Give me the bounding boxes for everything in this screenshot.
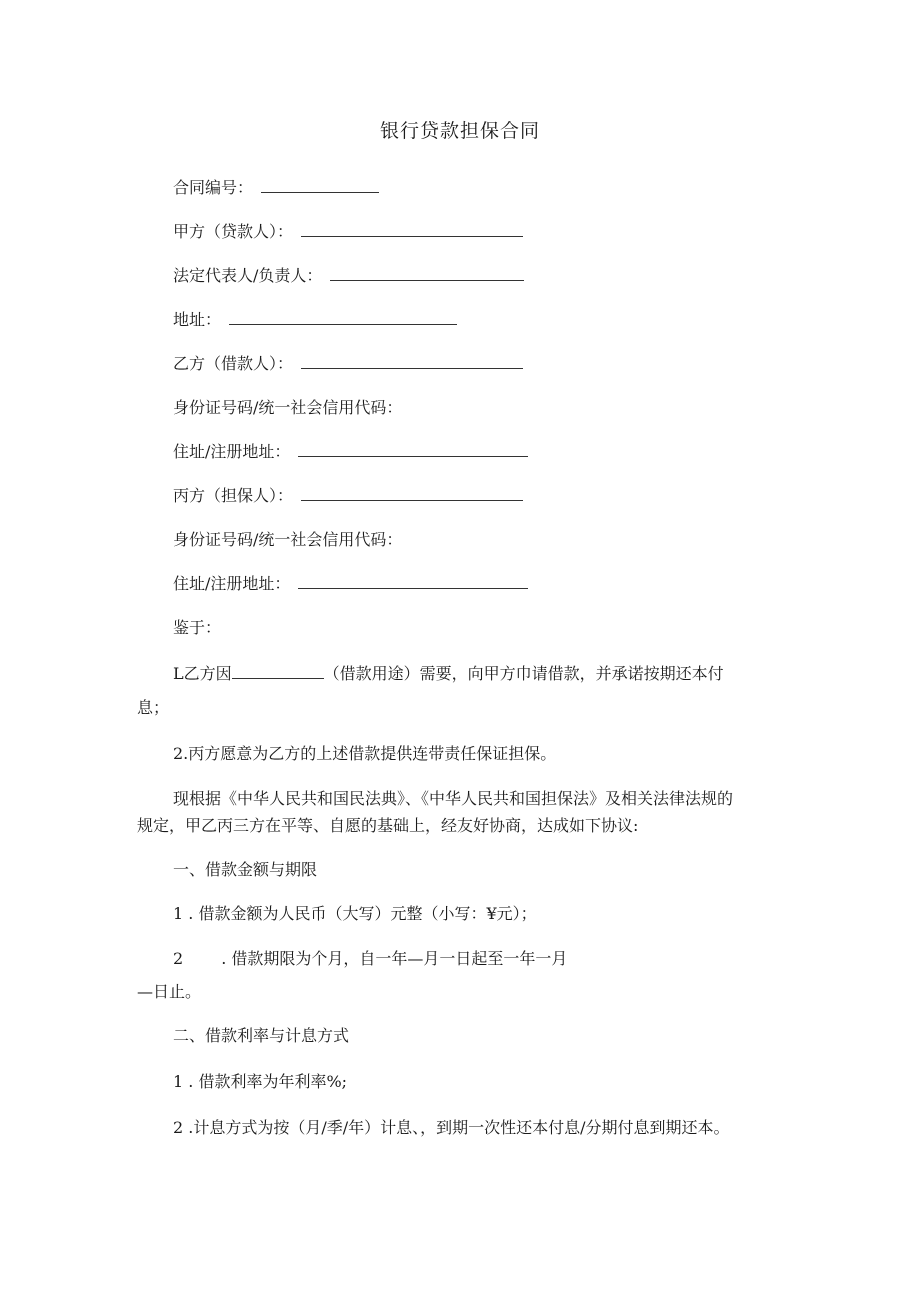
party-b-blank[interactable] — [301, 354, 523, 369]
party-c-address-label: 住址/注册地址： — [173, 574, 291, 593]
party-c-id-field — [173, 530, 402, 550]
whereas-label: 鉴于： — [173, 618, 222, 637]
party-c-blank[interactable] — [301, 486, 523, 501]
contract-number-blank[interactable] — [261, 178, 379, 193]
legal-rep-field — [173, 266, 524, 286]
contract-number-field — [173, 178, 379, 198]
whereas-item-1-continued: 息； — [137, 698, 170, 717]
party-c-address-blank[interactable] — [298, 574, 528, 589]
contract-number-label: 合同编号： — [173, 178, 254, 197]
legal-rep-blank[interactable] — [330, 266, 524, 281]
whereas-item-1 — [173, 664, 724, 684]
address-label: 地址： — [173, 310, 222, 329]
section-1-item-2-text: . 借款期限为个月，自一年—月一日起至一年一月 — [221, 949, 568, 968]
party-a-field — [173, 222, 523, 242]
party-b-label: 乙方（借款人）： — [173, 354, 294, 373]
party-b-field — [173, 354, 523, 374]
intro-line-2: 规定，甲乙丙三方在平等、自愿的基础上，经友好协商，达成如下协议: — [137, 816, 639, 835]
party-b-address-blank[interactable] — [298, 442, 528, 457]
party-b-id-label: 身份证号码/统一社会信用代码： — [173, 398, 403, 417]
section-2-heading: 二、借款利率与计息方式 — [173, 1026, 350, 1045]
loan-purpose-blank[interactable] — [232, 664, 324, 679]
party-c-label: 丙方（担保人）： — [173, 486, 294, 505]
party-c-address-field — [173, 574, 528, 594]
section-1-item-2-continued: —日止。 — [137, 982, 202, 1001]
party-b-id-field — [173, 398, 402, 418]
section-2-item-1: 1 . 借款利率为年利率%; — [173, 1072, 348, 1091]
party-c-id-label: 身份证号码/统一社会信用代码： — [173, 530, 403, 549]
party-a-label: 甲方（贷款人）： — [173, 222, 294, 241]
whereas-item-1-prefix: L乙方因 — [173, 664, 232, 683]
intro-line-1: 现根据《中华人民共和国民法典》、《中华人民共和国担保法》及相关法律法规的 — [173, 789, 734, 808]
whereas-item-2: 2.丙方愿意为乙方的上述借款提供连带责任保证担保。 — [173, 744, 557, 763]
party-c-field — [173, 486, 523, 506]
document-title: 银行贷款担保合同 — [379, 120, 540, 142]
section-1-item-2-number: 2 — [173, 949, 184, 968]
legal-rep-label: 法定代表人/负责人： — [173, 266, 323, 285]
address-field — [173, 310, 457, 330]
section-1-heading: 一、借款金额与期限 — [173, 860, 318, 879]
whereas-item-1-text: （借款用途）需要，向甲方巾请借款，并承诺按期还本付 — [323, 664, 724, 683]
party-a-blank[interactable] — [301, 222, 523, 237]
section-2-item-2: 2 .计息方式为按（月/季/年）计息、，到期一次性还本付息/分期付息到期还本。 — [173, 1118, 730, 1137]
address-blank[interactable] — [229, 310, 457, 325]
section-1-item-1: 1 . 借款金额为人民币（大写）元整（小写：¥元）； — [173, 904, 537, 923]
party-b-address-label: 住址/注册地址： — [173, 442, 291, 461]
section-1-item-2 — [173, 949, 567, 969]
party-b-address-field — [173, 442, 528, 462]
